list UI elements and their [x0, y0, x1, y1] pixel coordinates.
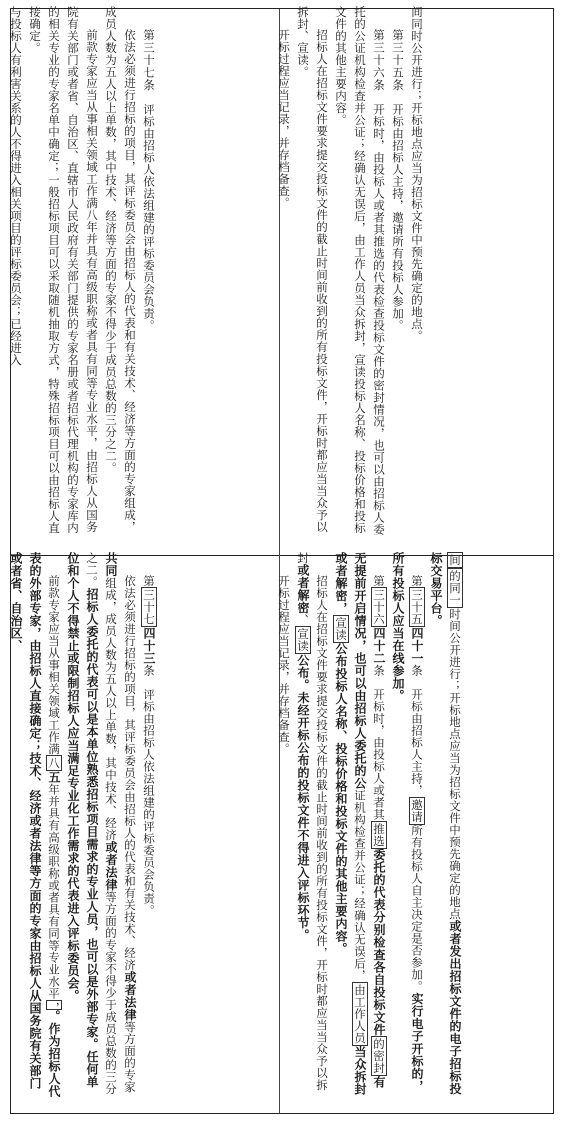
original-article-36: 第三十六条 开标时，由投标人或者其推选的代表检查投标文件的密封情况，也可以由招标人委托的公证机构检查并公证；经确认无误后，由工作人员当众拆封，宣读投标人名称、投标价格和投标文件的其他主要内容。 [334, 6, 386, 536]
original-article-36-para-3: 开标过程应当记录，并存档备查。 [277, 29, 291, 209]
revised-text-block-2 [6, 552, 158, 1098]
revised-text-block-1 [274, 552, 464, 1098]
original-article-37: 第三十七条 评标由招标人依法组建的评标委员会负责。 [142, 29, 156, 332]
original-article-37-para-2: 依法必须进行招标的项目，其评标委员会由招标人的代表和有关技术、经济等方面的专家组成，成员人数为五人以上单数，其中技术、经济等方面的专家不得少于成员总数的三分之二。 [104, 6, 137, 533]
original-article-36-para-2: 招标人在招标文件要求提交投标文件的截止时间前收到的所有投标文件，开标时都应当当众予以拆封、宣读。 [296, 6, 329, 533]
revised-text-cell-1 [274, 552, 536, 1098]
original-continuation: 间同时公开进行；开标地点应当为招标文件中预先确定的地点。 [410, 6, 424, 342]
original-text-cell-1 [274, 6, 536, 540]
original-text-block-2 [6, 6, 158, 540]
revised-article-42: 第三十六四十二条 开标时，由投标人或者其推选委托的代表分别检查各自投标文件的密封有无提前开启情况，也可以由招标人委托的公证机构检查并公证；经确认无误后，由工作人员当众拆封或者解密，宣读公布投标人名称、投标价格和投标文件的其他主要内容。 [334, 552, 386, 1096]
revised-continuation: 间的同一时间公开进行；开标地点应当为招标文件中预先确定的地点或者发出招标文件的电子招标投标交易平台。 [429, 552, 462, 1095]
revised-article-42-para-2: 招标人在招标文件要求提交投标文件的截止时间前收到的所有投标文件，开标时都应当当众予以拆封或者解密、宣读公布。未经开标公布的投标文件不得进入评标环节。 [296, 552, 329, 1091]
original-article-37-para-3: 前款专家应当从事相关领域工作满八年并具有高级职称或者具有同等专业水平，由招标人从国务院有关部门或者省、自治区、直辖市人民政府有关部门提供的专家名册或者招标代理机构的专家库内的相关专业的专家名单中确定；一般招标项目可以采取随机抽取方式，特殊招标项目可以由招标人直接确定。 [28, 6, 99, 534]
revised-article-42-para-3: 开标过程应当记录，并存档备查。 [277, 575, 291, 755]
revised-article-41: 第三十五四十一条 开标由招标人主持，邀请所有投标人自主决定是否参加。实行电子开标的，所有投标人应当在线参加。 [391, 552, 424, 1093]
revised-article-43: 第三十七四十三条 评标由招标人依法组建的评标委员会负责。 [142, 575, 156, 917]
original-article-37-para-4: 与投标人有利害关系的人不得进入相关项目的评标委员会；已经进入 [9, 6, 23, 366]
revised-text-cell-2 [6, 552, 264, 1098]
original-text-cell-2 [6, 6, 264, 540]
revised-article-43-para-2: 依法必须进行招标的项目，其评标委员会由招标人的代表和有关技术、经济或者法律等方面的专家共同组成，成员人数为五人以上单数，其中技术、经济或者法律等方面的专家不得少于成员总数的三分之二。招标人委托的代表可以是本单位熟悉招标项目需求的专业人员，也可以是外部专家。任何单位和个人不得禁止或限制招标人应当满足专业化工作需求的代表进入评标委员会。 [66, 552, 137, 1095]
original-text-block-1 [274, 6, 426, 540]
original-article-35: 第三十五条 开标由招标人主持，邀请所有投标人参加。 [391, 29, 405, 332]
revised-article-43-para-3: 前款专家应当从事相关领域工作满八五年并具有高级职称或者具有同等专业水平，。作为招标人代表的外部专家，由招标人直接确定；技术、经济或者法律等方面的专家由招标人从国务院有关部门或者省、自治区、 [9, 552, 61, 1098]
